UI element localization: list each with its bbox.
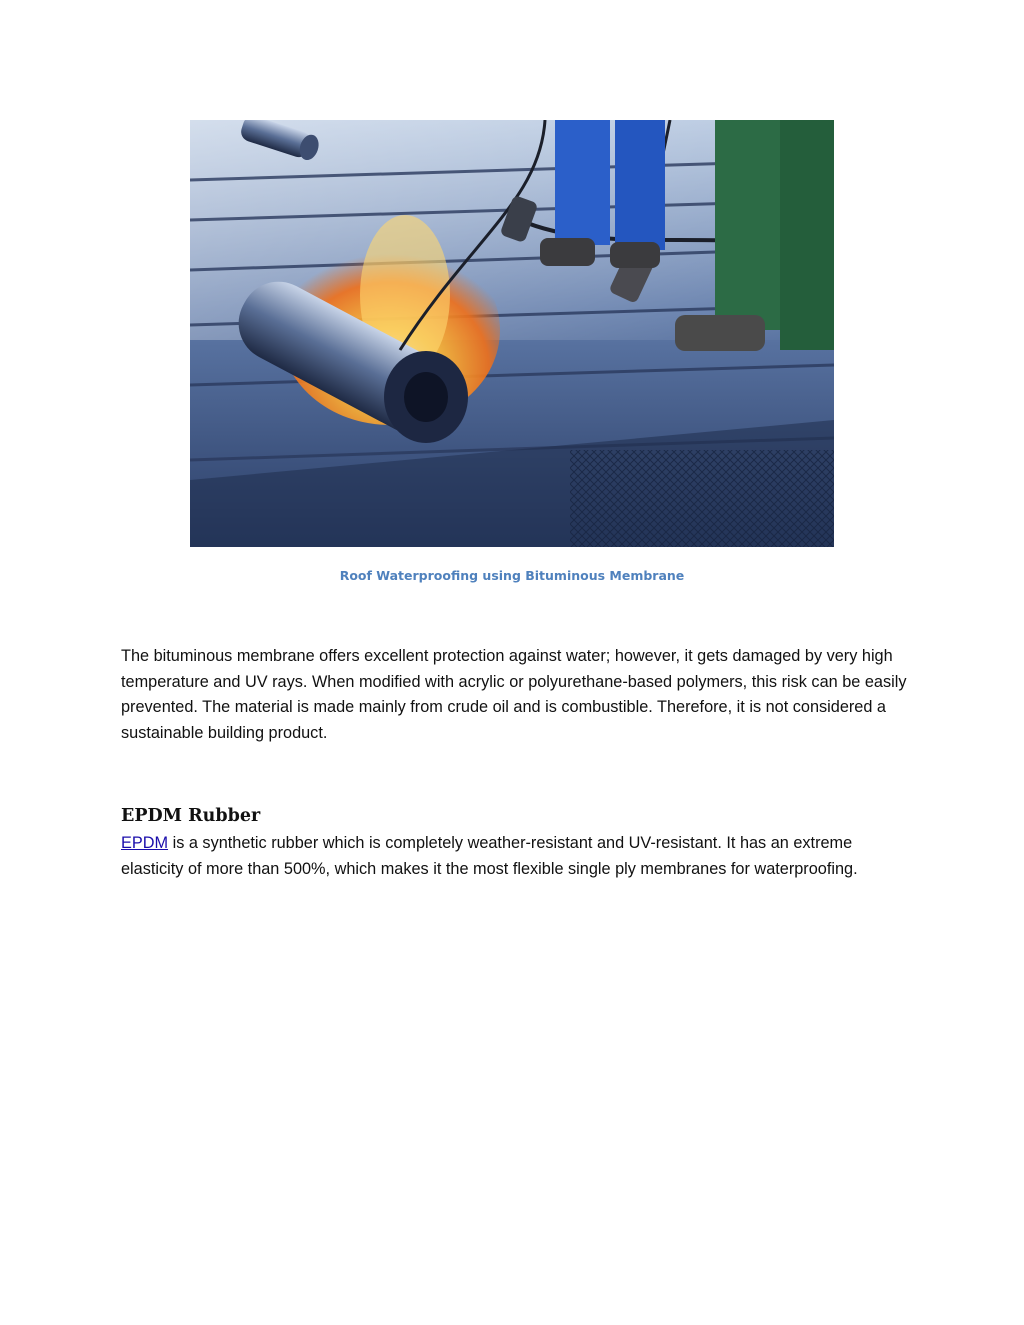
epdm-link[interactable]: EPDM xyxy=(121,834,169,852)
photo-illustration xyxy=(190,120,834,547)
body-paragraph-bitumen: The bituminous membrane offers excellent protection against water; however, it gets damaged by very high temperature and UV rays. When modified with acrylic or polyurethane-based polymers, this risk can be easily prevented. The material is made mainly from crude oil and is combustible. Therefore, it is not considered a sustainable building product. xyxy=(121,647,907,743)
figure-caption: Roof Waterproofing using Bituminous Membrane xyxy=(339,568,685,583)
roof-waterproofing-photo xyxy=(190,120,834,547)
body-paragraph-epdm xyxy=(121,831,911,882)
section-heading-epdm: EPDM Rubber xyxy=(121,806,261,826)
epdm-description: is a synthetic rubber which is completely weather-resistant and UV-resistant. It has an extreme elasticity of more than 500%, which makes it the most flexible single ply membranes for waterproofing. xyxy=(121,834,858,878)
